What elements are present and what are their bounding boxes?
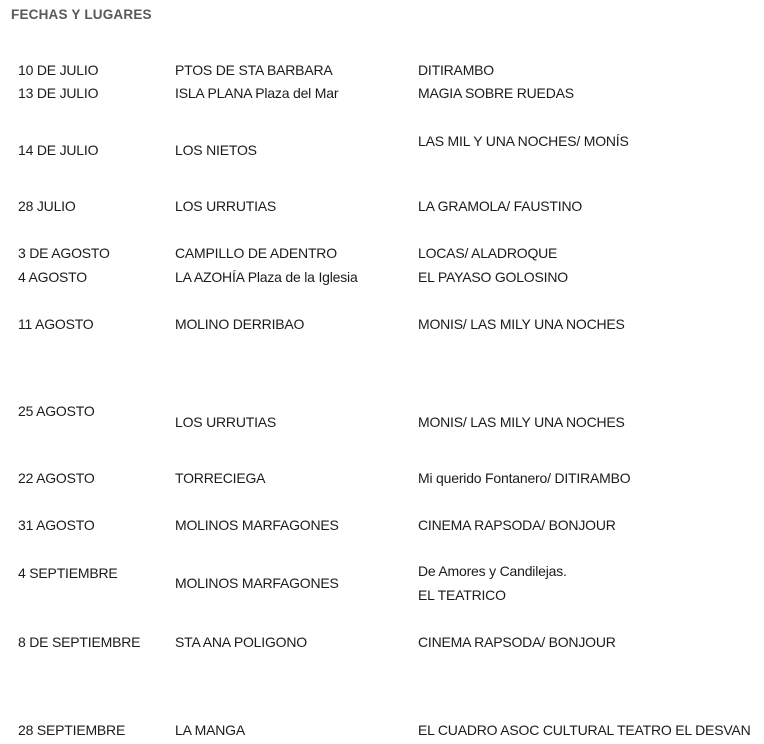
- event-place: LOS NIETOS: [175, 142, 257, 158]
- event-show: MONIS/ LAS MILY UNA NOCHES: [418, 414, 625, 430]
- event-show: LOCAS/ ALADROQUE: [418, 245, 558, 261]
- event-date: 3 DE AGOSTO: [18, 245, 110, 261]
- event-date: 13 DE JULIO: [18, 85, 99, 101]
- event-place: PTOS DE STA BARBARA: [175, 62, 333, 78]
- event-place: MOLINOS MARFAGONES: [175, 575, 339, 591]
- page-title: FECHAS Y LUGARES: [11, 7, 152, 22]
- event-date: 11 AGOSTO: [18, 316, 94, 332]
- event-place: LA MANGA: [175, 722, 245, 738]
- event-show: LAS MIL Y UNA NOCHES/ MONÍS: [418, 133, 629, 149]
- event-date: 31 AGOSTO: [18, 517, 95, 533]
- event-show: MONIS/ LAS MILY UNA NOCHES: [418, 316, 625, 332]
- event-show: CINEMA RAPSODA/ BONJOUR: [418, 634, 616, 650]
- event-show: MAGIA SOBRE RUEDAS: [418, 85, 574, 101]
- event-date: 28 JULIO: [18, 198, 76, 214]
- event-place: LOS URRUTIAS: [175, 414, 277, 430]
- event-show: De Amores y Candilejas.: [418, 563, 567, 579]
- event-place: LOS URRUTIAS: [175, 198, 277, 214]
- event-show: Mi querido Fontanero/ DITIRAMBO: [418, 470, 631, 486]
- event-date: 4 AGOSTO: [18, 269, 87, 285]
- event-date: 25 AGOSTO: [18, 403, 95, 419]
- event-show: LA GRAMOLA/ FAUSTINO: [418, 198, 583, 214]
- event-date: 10 DE JULIO: [18, 62, 99, 78]
- event-place: CAMPILLO DE ADENTRO: [175, 245, 337, 261]
- event-show: DITIRAMBO: [418, 62, 494, 78]
- event-place: STA ANA POLIGONO: [175, 634, 307, 650]
- event-place: LA AZOHÍA Plaza de la Iglesia: [175, 269, 358, 285]
- event-place: MOLINOS MARFAGONES: [175, 517, 339, 533]
- event-date: 8 DE SEPTIEMBRE: [18, 634, 141, 650]
- event-date: 22 AGOSTO: [18, 470, 95, 486]
- event-place: TORRECIEGA: [175, 470, 266, 486]
- event-show: EL PAYASO GOLOSINO: [418, 269, 568, 285]
- event-show: CINEMA RAPSODA/ BONJOUR: [418, 517, 616, 533]
- event-date: 14 DE JULIO: [18, 142, 99, 158]
- event-place: ISLA PLANA Plaza del Mar: [175, 85, 339, 101]
- event-show-line2: EL TEATRICO: [418, 587, 506, 603]
- event-date: 4 SEPTIEMBRE: [18, 565, 118, 581]
- event-place: MOLINO DERRIBAO: [175, 316, 305, 332]
- event-show: EL CUADRO ASOC CULTURAL TEATRO EL DESVAN: [418, 722, 751, 738]
- event-date: 28 SEPTIEMBRE: [18, 722, 126, 738]
